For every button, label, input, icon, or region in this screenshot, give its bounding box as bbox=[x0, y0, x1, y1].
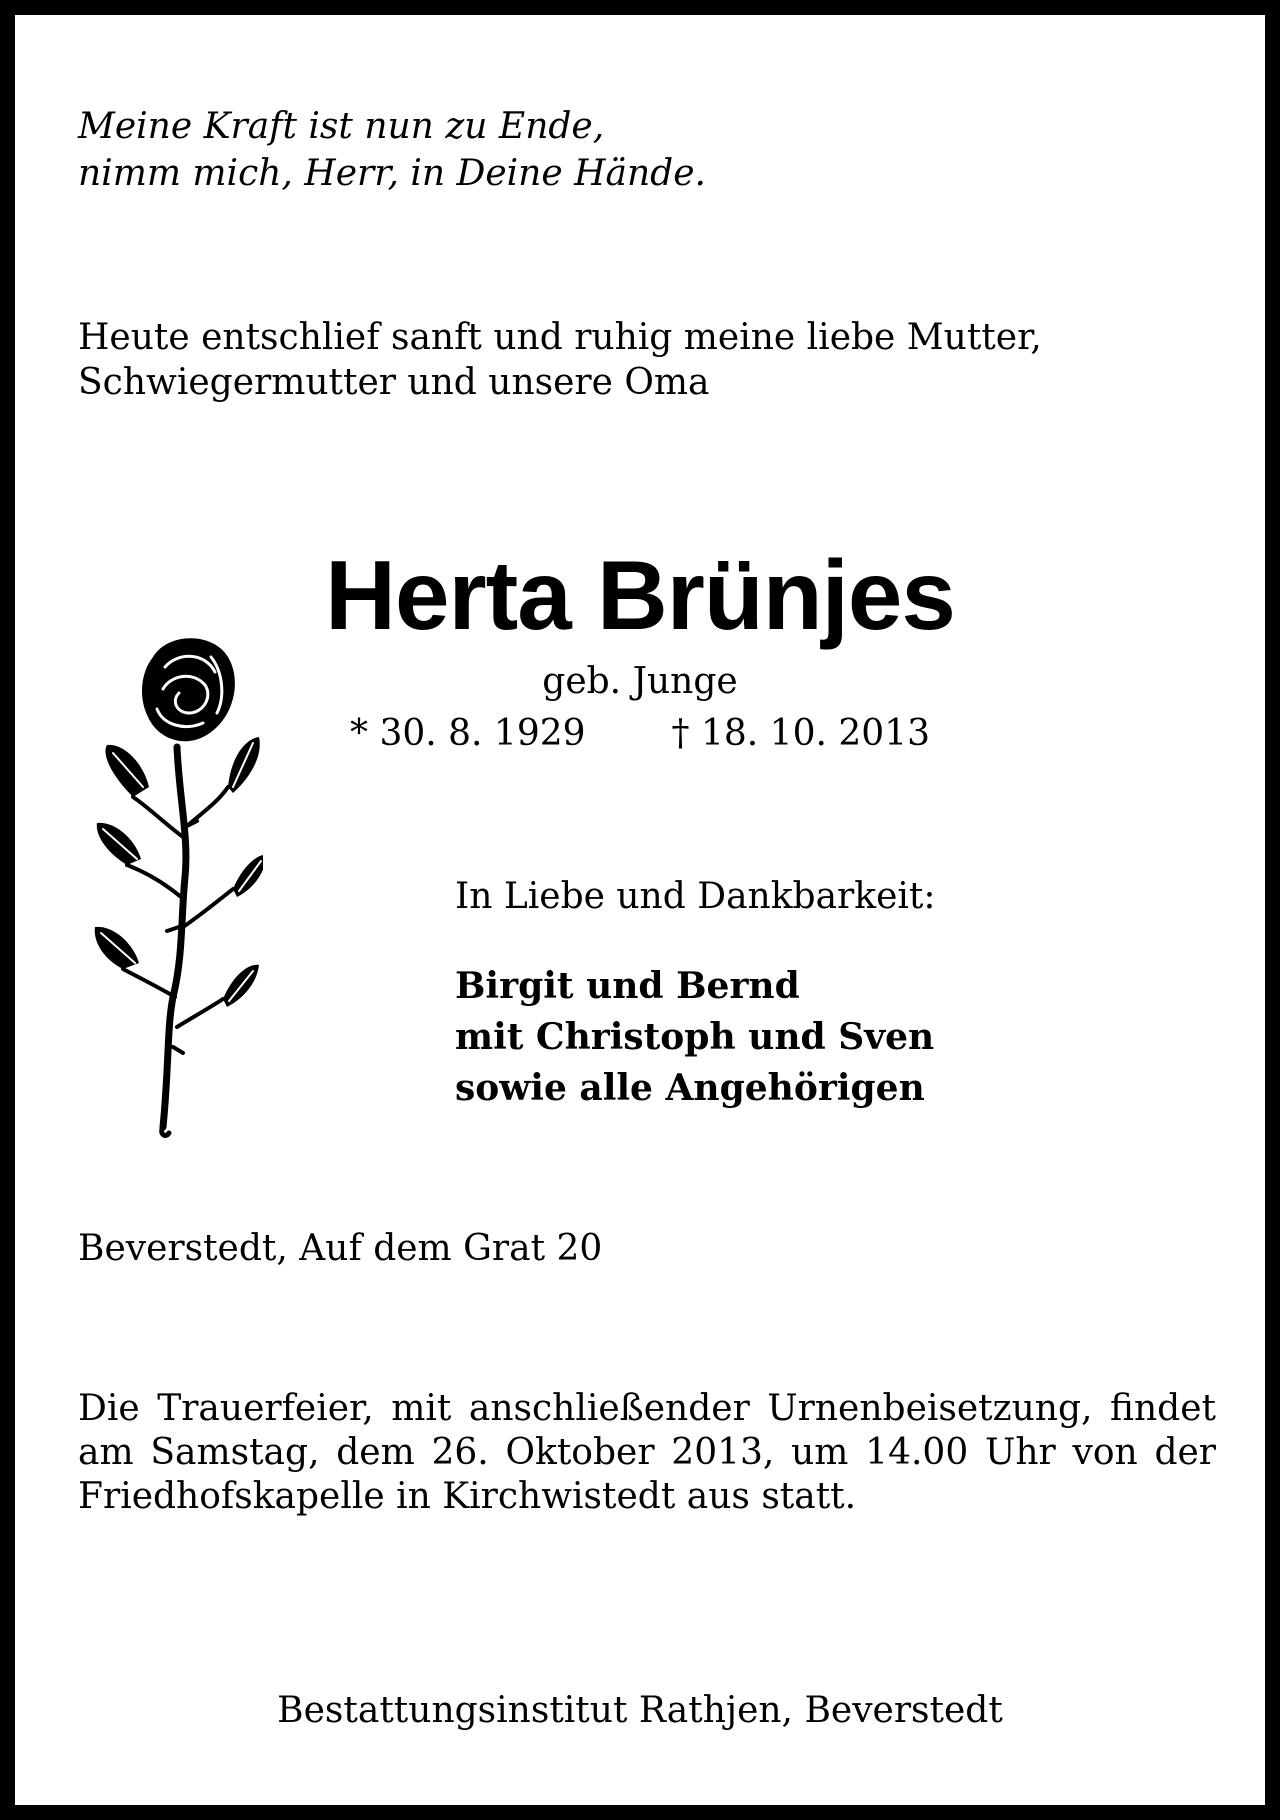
mourner-line: Birgit und Bernd bbox=[455, 965, 800, 1007]
death-date: † 18. 10. 2013 bbox=[671, 713, 930, 754]
motto-verse bbox=[78, 103, 706, 197]
intro-line-1: Heute entschlief sanft und ruhig meine liebe Mutter, bbox=[78, 317, 1042, 358]
intro-text bbox=[78, 315, 1042, 405]
motto-line-1: Meine Kraft ist nun zu Ende, bbox=[78, 106, 605, 147]
intro-line-2: Schwiegermutter und unsere Oma bbox=[78, 362, 710, 403]
funeral-service-info: Die Trauerfeier, mit anschließender Urnenbeisetzung, findet am Samstag, dem 26. Oktober 2013, um 14.00 Uhr von der Friedhofskapelle in Kirchwistedt aus statt. bbox=[78, 1388, 1216, 1517]
undertaker: Bestattungsinstitut Rathjen, Beverstedt bbox=[277, 1690, 1003, 1731]
deceased-name: Herta Brünjes bbox=[325, 540, 955, 650]
mourner-line: mit Christoph und Sven bbox=[455, 1016, 935, 1058]
address: Beverstedt, Auf dem Grat 20 bbox=[78, 1228, 603, 1269]
maiden-name: geb. Junge bbox=[542, 661, 738, 702]
thanks-heading: In Liebe und Dankbarkeit: bbox=[455, 876, 936, 917]
mourner-line: sowie alle Angehörigen bbox=[455, 1067, 925, 1109]
birth-date: * 30. 8. 1929 bbox=[350, 713, 586, 754]
mourners-list bbox=[455, 961, 934, 1114]
rose-icon bbox=[93, 627, 263, 1147]
motto-line-2: nimm mich, Herr, in Deine Hände. bbox=[78, 153, 706, 194]
